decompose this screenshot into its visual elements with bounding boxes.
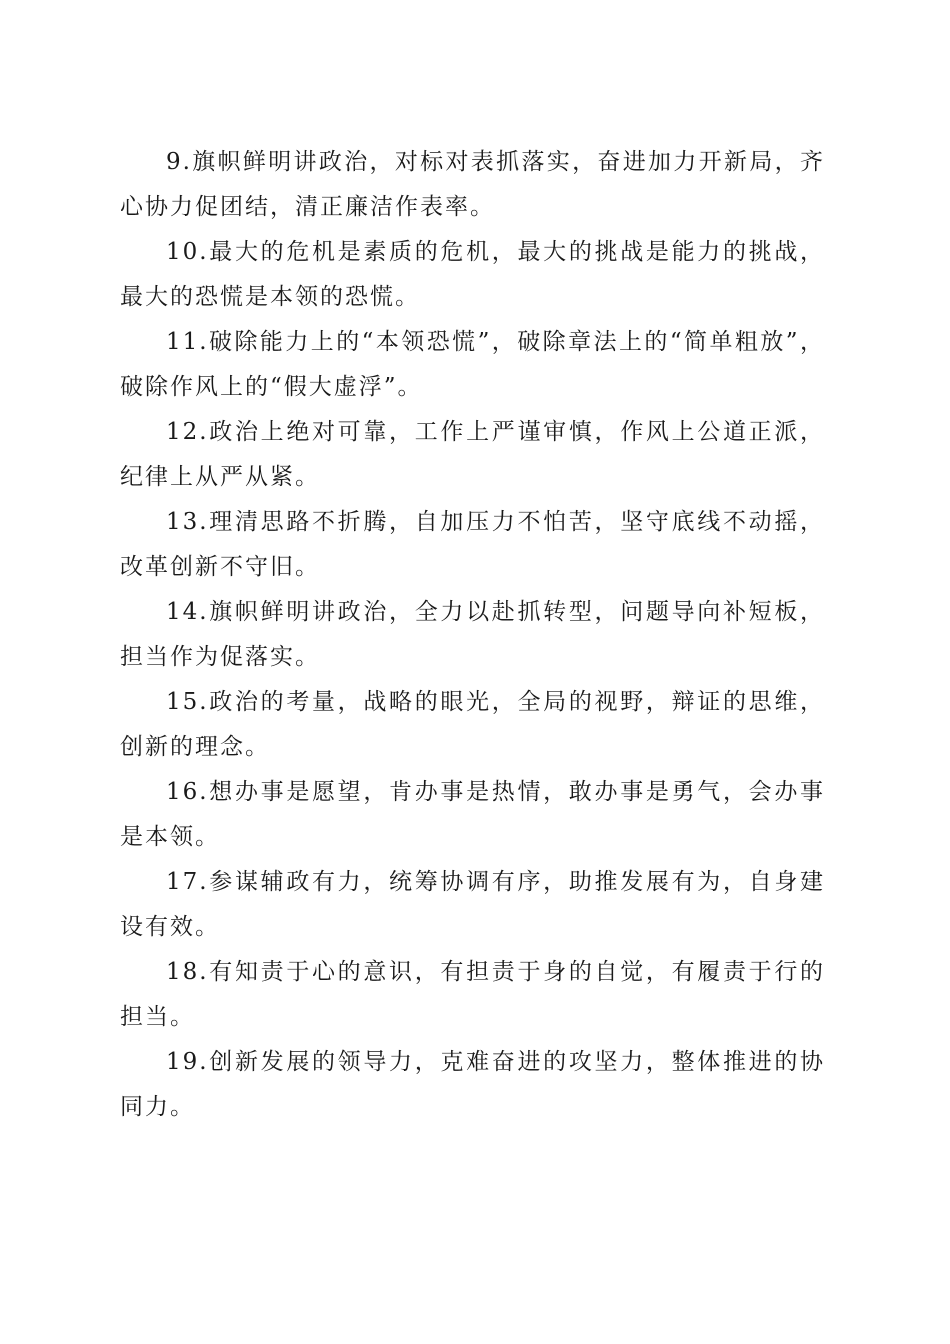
paragraph-16: 16.想办事是愿望，肯办事是热情，敢办事是勇气，会办事是本领。 bbox=[120, 779, 825, 850]
paragraph-12: 12.政治上绝对可靠，工作上严谨审慎，作风上公道正派，纪律上从严从紧。 bbox=[120, 419, 825, 490]
paragraph-9: 9.旗帜鲜明讲政治，对标对表抓落实，奋进加力开新局，齐心协力促团结，清正廉洁作表率。 bbox=[120, 149, 825, 220]
paragraph-17: 17.参谋辅政有力，统筹协调有序，助推发展有为，自身建设有效。 bbox=[120, 869, 825, 940]
paragraph-13: 13.理清思路不折腾，自加压力不怕苦，坚守底线不动摇，改革创新不守旧。 bbox=[120, 509, 825, 580]
paragraph-15: 15.政治的考量，战略的眼光，全局的视野，辩证的思维，创新的理念。 bbox=[120, 689, 825, 760]
paragraph-11: 11.破除能力上的“本领恐慌”，破除章法上的“简单粗放”，破除作风上的“假大虚浮”。 bbox=[120, 329, 825, 400]
paragraph-19: 19.创新发展的领导力，克难奋进的攻坚力，整体推进的协同力。 bbox=[120, 1049, 825, 1120]
paragraph-18: 18.有知责于心的意识，有担责于身的自觉，有履责于行的担当。 bbox=[120, 959, 825, 1030]
paragraph-14: 14.旗帜鲜明讲政治，全力以赴抓转型，问题导向补短板，担当作为促落实。 bbox=[120, 599, 825, 670]
document-body bbox=[120, 140, 825, 1130]
paragraph-10: 10.最大的危机是素质的危机，最大的挑战是能力的挑战，最大的恐慌是本领的恐慌。 bbox=[120, 239, 825, 310]
